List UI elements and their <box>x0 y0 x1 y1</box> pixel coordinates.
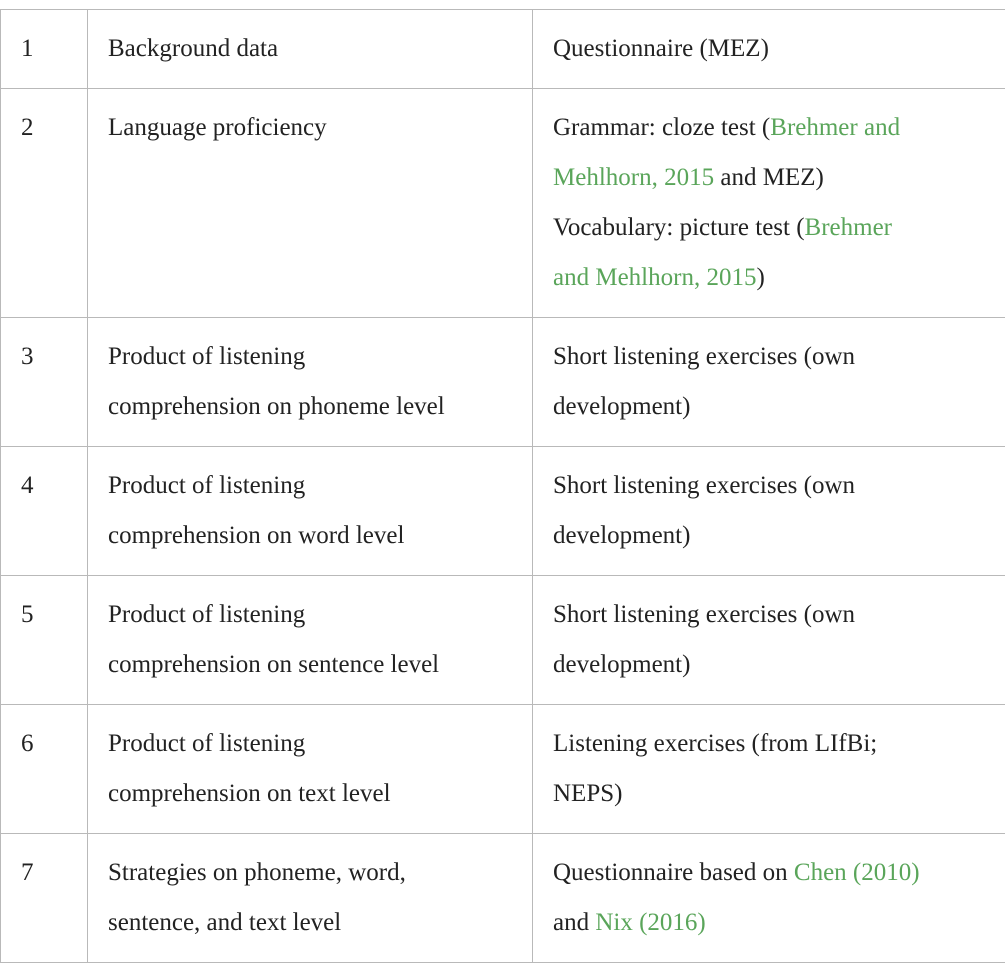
instrument-text-line <box>553 24 1005 74</box>
instrument-text: development) <box>553 522 690 549</box>
table-row <box>1 834 1005 963</box>
instrument-text: development) <box>553 651 690 678</box>
row-number-cell: 5 <box>1 576 88 705</box>
measure-cell <box>88 89 533 318</box>
row-number-cell: 4 <box>1 447 88 576</box>
instrument-text: and <box>553 909 595 936</box>
table-row <box>1 576 1005 705</box>
row-number-cell: 6 <box>1 705 88 834</box>
measure-cell <box>88 834 533 963</box>
instrument-text: Short listening exercises (own <box>553 472 855 499</box>
instrument-text-line <box>553 719 1005 769</box>
measure-text-line: sentence, and text level <box>108 898 532 948</box>
measure-text-line: Product of listening <box>108 590 532 640</box>
measure-text-line: Background data <box>108 24 532 74</box>
row-number-cell: 7 <box>1 834 88 963</box>
instrument-text: and MEZ) <box>714 164 824 191</box>
instrument-text-line <box>553 253 1005 303</box>
measure-text-line: Strategies on phoneme, word, <box>108 848 532 898</box>
instruments-table <box>0 9 1005 963</box>
instrument-text: Grammar: cloze test ( <box>553 114 770 141</box>
measure-text-line: Product of listening <box>108 719 532 769</box>
instrument-text-line <box>553 769 1005 819</box>
instrument-text-line <box>553 511 1005 561</box>
instrument-cell <box>533 10 1005 89</box>
reference-link[interactable]: Chen (2010) <box>794 859 920 886</box>
table-body <box>1 10 1005 963</box>
measure-text-line: comprehension on word level <box>108 511 532 561</box>
instrument-cell <box>533 705 1005 834</box>
instrument-text: Questionnaire based on <box>553 859 794 886</box>
instrument-text-line <box>553 461 1005 511</box>
reference-link[interactable]: Mehlhorn, 2015 <box>553 164 714 191</box>
measure-cell <box>88 447 533 576</box>
reference-link[interactable]: Nix (2016) <box>595 909 705 936</box>
instrument-text-line <box>553 103 1005 153</box>
measure-cell <box>88 318 533 447</box>
measure-text-line: Language proficiency <box>108 103 532 153</box>
row-number-cell: 1 <box>1 10 88 89</box>
measure-text-line: Product of listening <box>108 461 532 511</box>
instrument-cell <box>533 576 1005 705</box>
measure-text-line: Product of listening <box>108 332 532 382</box>
table-row <box>1 318 1005 447</box>
table-row <box>1 705 1005 834</box>
instrument-text-line <box>553 382 1005 432</box>
instrument-cell <box>533 89 1005 318</box>
measure-cell <box>88 10 533 89</box>
instrument-text-line <box>553 332 1005 382</box>
instrument-text: development) <box>553 393 690 420</box>
instrument-text-line <box>553 590 1005 640</box>
instrument-text: Listening exercises (from LIfBi; <box>553 730 877 757</box>
instruments-table-container <box>0 9 1005 963</box>
instrument-text-line <box>553 153 1005 203</box>
instrument-text: Short listening exercises (own <box>553 601 855 628</box>
instrument-text: ) <box>756 264 764 291</box>
table-row <box>1 447 1005 576</box>
instrument-text: Questionnaire (MEZ) <box>553 35 769 62</box>
instrument-cell <box>533 318 1005 447</box>
instrument-text: Short listening exercises (own <box>553 343 855 370</box>
instrument-text: Vocabulary: picture test ( <box>553 214 805 241</box>
measure-text-line: comprehension on text level <box>108 769 532 819</box>
measure-cell <box>88 576 533 705</box>
instrument-cell <box>533 447 1005 576</box>
instrument-text: NEPS) <box>553 780 622 807</box>
table-row <box>1 10 1005 89</box>
row-number-cell: 3 <box>1 318 88 447</box>
instrument-cell <box>533 834 1005 963</box>
reference-link[interactable]: and Mehlhorn, 2015 <box>553 264 756 291</box>
instrument-text-line <box>553 203 1005 253</box>
measure-cell <box>88 705 533 834</box>
table-row <box>1 89 1005 318</box>
reference-link[interactable]: Brehmer <box>805 214 892 241</box>
measure-text-line: comprehension on sentence level <box>108 640 532 690</box>
instrument-text-line <box>553 848 1005 898</box>
reference-link[interactable]: Brehmer and <box>770 114 900 141</box>
measure-text-line: comprehension on phoneme level <box>108 382 532 432</box>
row-number-cell: 2 <box>1 89 88 318</box>
instrument-text-line <box>553 640 1005 690</box>
instrument-text-line <box>553 898 1005 948</box>
